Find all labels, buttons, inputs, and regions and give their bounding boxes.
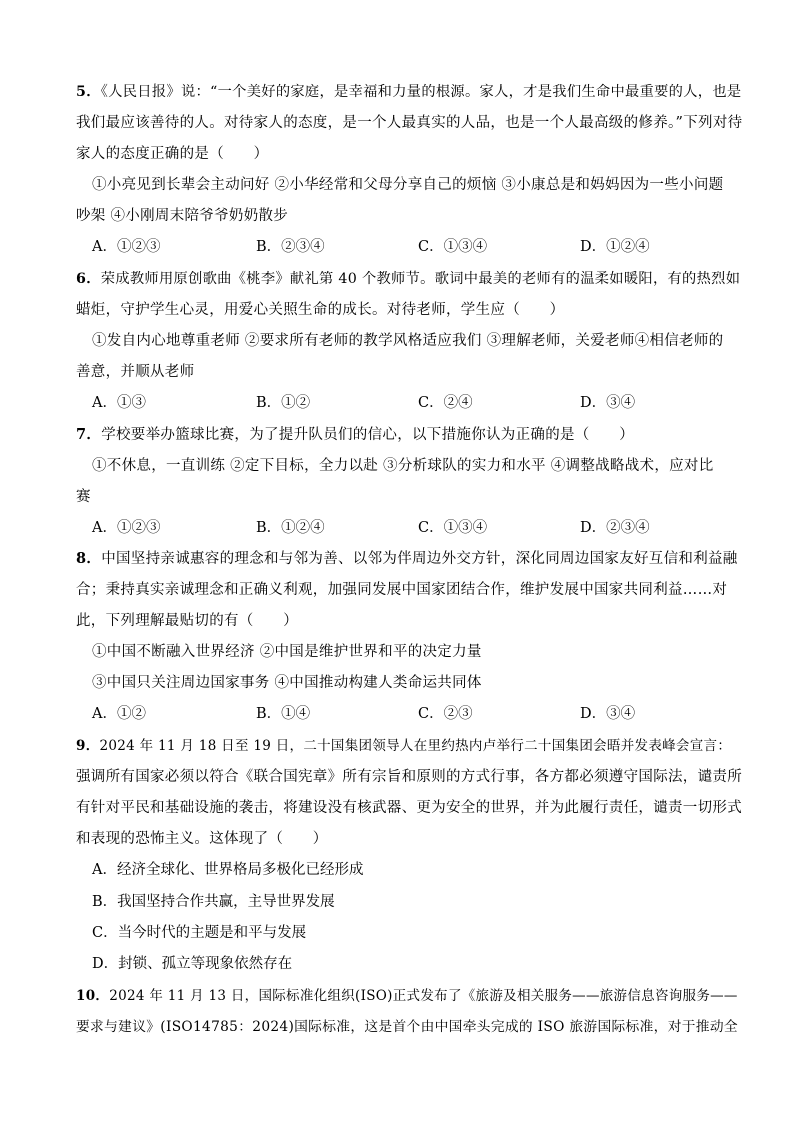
question-9-option-b: B．我国坚持合作共赢，主导世界发展: [92, 894, 335, 910]
question-6-option-a: A．①③: [92, 395, 146, 411]
question-6-statement-2: 善意，并顺从老师: [76, 364, 195, 380]
question-10-line-1: [76, 986, 738, 1006]
question-number: 9．: [76, 738, 100, 754]
question-5-statement-1: ①小亮见到长辈会主动问好 ②小华经常和父母分享自己的烦恼 ③小康总是和妈妈因为一些小问题: [92, 177, 724, 193]
question-8-option-d: D．③④: [580, 706, 636, 722]
question-5-option-b: B．②③④: [256, 239, 325, 255]
question-5-line-1: [76, 82, 741, 102]
question-9-option-a: A．经济全球化、世界格局多极化已经形成: [92, 862, 364, 878]
question-9-option-d: D．封锁、孤立等现象依然存在: [92, 956, 293, 972]
question-7-statement-1: ①不休息，一直训练 ②定下目标，全力以赴 ③分析球队的实力和水平 ④调整战略战术，应对比: [92, 458, 714, 474]
question-text: 2024 年 11 月 18 日至 19 日，二十国集团领导人在里约热内卢举行二十国集团会晤并发表峰会宣言：: [99, 738, 732, 754]
question-6-statement-1: ①发自内心地尊重老师 ②要求所有老师的教学风格适应我们 ③理解老师，关爱老师④相信老师的: [92, 333, 724, 349]
question-9-line-2: 强调所有国家必须以符合《联合国宪章》所有宗旨和原则的方式行事，各方都必须遵守国际法，谴责所: [76, 769, 742, 785]
question-10-line-2: 要求与建议》(ISO14785：2024)国际标准，这是首个由中国牵头完成的 ISO 旅游国际标准，对于推动全: [76, 1019, 738, 1035]
question-9-line-1: [76, 736, 731, 756]
question-5-line-2: 我们最应该善待的人。对待家人的态度，是一个人最真实的人品，也是一个人最高级的修养。”下列对待: [76, 115, 743, 131]
question-number: 7．: [76, 426, 102, 443]
question-9-option-c: C．当今时代的主题是和平与发展: [92, 925, 307, 941]
question-8-line-2: 合；秉持真实亲诚理念和正确义利观，加强同发展中国家团结合作，维护发展中国家共同利益……对: [76, 582, 728, 598]
question-5-statement-2: 吵架 ④小刚周末陪爷爷奶奶散步: [76, 208, 289, 224]
question-text: 荣成教师用原创歌曲《桃李》献礼第 40 个教师节。歌词中最美的老师有的温柔如暖阳，有的热烈如: [100, 271, 741, 287]
question-6-line-2: 蜡炬，守护学生心灵，用爱心关照生命的成长。对待老师，学生应（ ）: [76, 302, 565, 318]
question-5-option-d: D．①②④: [580, 239, 650, 255]
question-number: 6．: [76, 271, 101, 287]
question-7-option-c: C．①③④: [418, 520, 488, 536]
question-number: 10．: [76, 988, 110, 1004]
question-number: 5．: [76, 84, 101, 100]
question-8-statement-2: ③中国只关注周边国家事务 ④中国推动构建人类命运共同体: [92, 675, 482, 691]
question-8-option-c: C．②③: [418, 706, 473, 722]
question-8-line-3: 此，下列理解最贴切的有（ ）: [76, 613, 298, 629]
question-9-line-4: 和表现的恐怖主义。这体现了（ ）: [76, 831, 328, 847]
question-8-option-a: A．①②: [92, 706, 146, 722]
question-text: 学校要举办篮球比赛，为了提升队员们的信心，以下措施你认为正确的是（ ）: [101, 427, 634, 443]
question-7-statement-2: 赛: [76, 489, 91, 505]
question-text: 《人民日报》说：“一个美好的家庭，是幸福和力量的根源。家人，才是我们生命中最重要的人，也是: [100, 84, 742, 100]
question-5-option-c: C．①③④: [418, 239, 488, 255]
question-7-option-d: D．②③④: [580, 520, 650, 536]
question-6-option-b: B．①②: [256, 395, 311, 411]
question-7-line-1: [76, 425, 634, 445]
question-7-option-a: A．①②③: [92, 520, 161, 536]
question-7-option-b: B．①②④: [256, 520, 325, 536]
question-6-option-d: D．③④: [580, 395, 636, 411]
question-text: 中国坚持亲诚惠容的理念和与邻为善、以邻为伴周边外交方针，深化同周边国家友好互信和利益融: [101, 551, 738, 567]
question-8-option-b: B．①④: [256, 706, 311, 722]
question-5-option-a: A．①②③: [92, 239, 161, 255]
question-8-statement-1: ①中国不断融入世界经济 ②中国是维护世界和平的决定力量: [92, 644, 482, 660]
question-6-option-c: C．②④: [418, 395, 473, 411]
question-number: 8．: [76, 550, 102, 567]
question-9-line-3: 有针对平民和基础设施的袭击，将建设没有核武器、更为安全的世界，并为此履行责任，谴责一切形式: [76, 800, 742, 816]
question-8-line-1: [76, 549, 738, 569]
question-5-line-3: 家人的态度正确的是（ ）: [76, 146, 269, 162]
question-6-line-1: [76, 269, 740, 289]
question-text: 2024 年 11 月 13 日，国际标准化组织(ISO)正式发布了《旅游及相关服务——旅游信息咨询服务——: [109, 988, 738, 1004]
